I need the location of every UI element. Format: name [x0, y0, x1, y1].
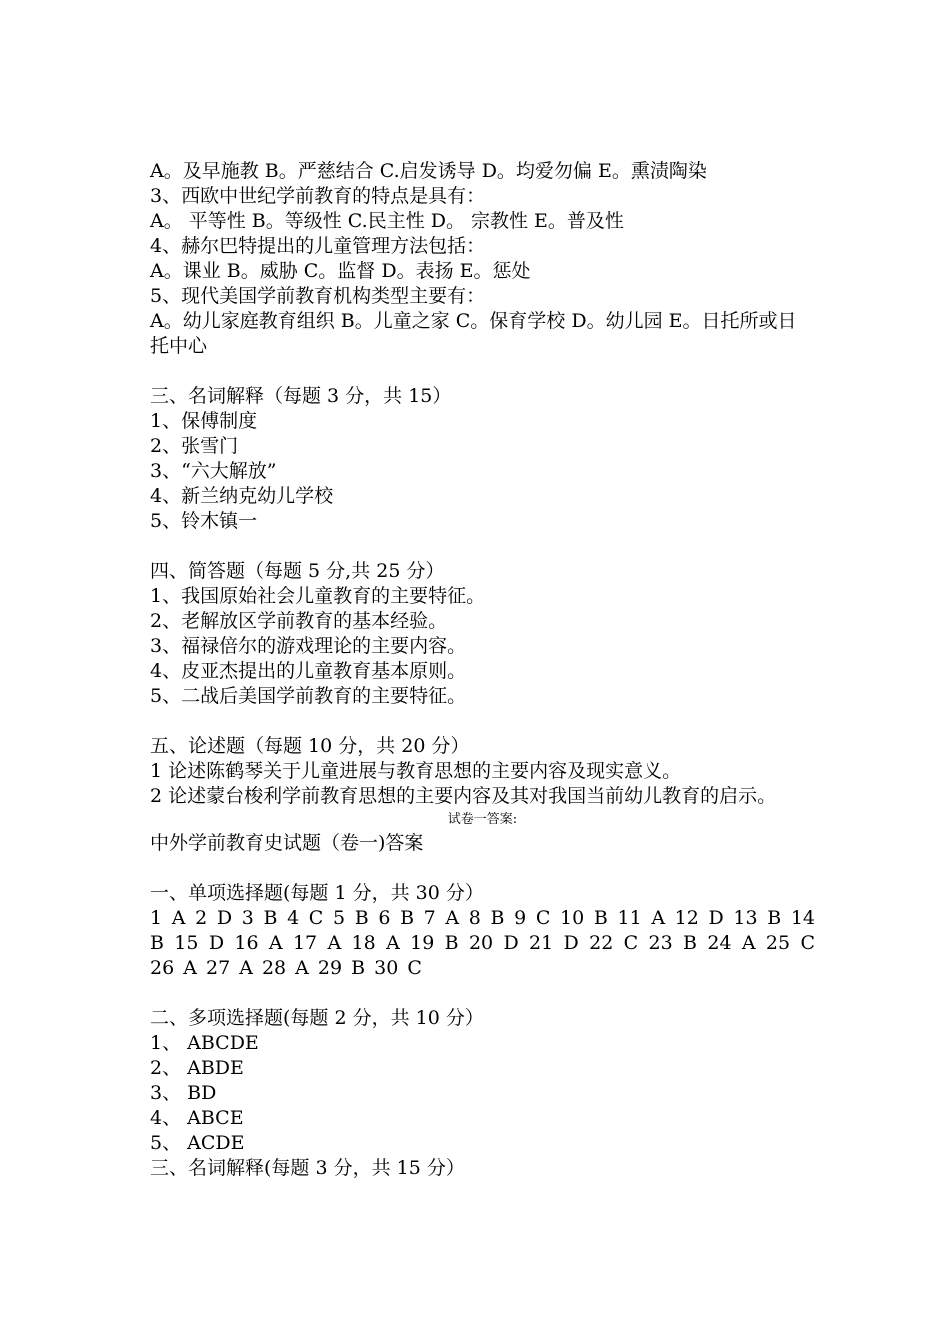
q4-stem: 4、赫尔巴特提出的儿童管理方法包括： [150, 235, 486, 257]
multi-answer-item: 1、 ABCDE [150, 1032, 259, 1054]
term-item: 2、张雪门 [150, 435, 239, 457]
multi-answer-item: 5、 ACDE [150, 1132, 245, 1154]
single-choice-answers: 1 A 2 D 3 B 4 C 5 B 6 B 7 A 8 B 9 C 10 B 11 A 12 D 13 B 14 B 15 D 16 A 17 A 18 A 19 B 20 D 21 D 22 C 23 B 24 A 25 C 26 A 27 A 28 A 29 B 30 C [150, 907, 815, 979]
q3-stem: 3、西欧中世纪学前教育的特点是具有： [150, 185, 486, 207]
spacer [150, 359, 815, 384]
q3-options: A。 平等性 B。等级性 C.民主性 D。 宗教性 E。普及性 [150, 210, 624, 232]
multi-answer-item: 4、 ABCE [150, 1107, 244, 1129]
spacer [150, 856, 815, 881]
essay-item: 2 论述蒙台梭利学前教育思想的主要内容及其对我国当前幼儿教育的启示。 [150, 785, 777, 807]
spacer [150, 981, 815, 1006]
short-answer-item: 2、老解放区学前教育的基本经验。 [150, 610, 448, 632]
multi-answer-item: 3、 BD [150, 1082, 217, 1104]
q4-options: A。课业 B。威胁 C。监督 D。表扬 E。惩处 [150, 260, 531, 282]
multi-choice-heading: 二、多项选择题(每题 2 分，共 10 分） [150, 1007, 484, 1029]
section4-heading: 四、简答题（每题 5 分,共 25 分） [150, 560, 445, 582]
essay-item: 1 论述陈鹤琴关于儿童进展与教育思想的主要内容及现实意义。 [150, 760, 682, 782]
terms-answer-heading: 三、名词解释(每题 3 分，共 15 分） [150, 1157, 465, 1179]
term-item: 1、保傅制度 [150, 410, 258, 432]
section3-heading: 三、名词解释（每题 3 分，共 15） [150, 385, 452, 407]
short-answer-item: 5、二战后美国学前教育的主要特征。 [150, 685, 467, 707]
spacer [150, 709, 815, 734]
term-item: 4、新兰纳克幼儿学校 [150, 485, 334, 507]
answers-caption: 试卷一答案: [447, 812, 518, 827]
section5-heading: 五、论述题（每题 10 分，共 20 分） [150, 735, 470, 757]
short-answer-item: 4、皮亚杰提出的儿童教育基本原则。 [150, 660, 467, 682]
spacer [150, 534, 815, 559]
q5-stem: 5、现代美国学前教育机构类型主要有： [150, 285, 486, 307]
term-item: 3、“六大解放” [150, 460, 277, 482]
single-choice-heading: 一、单项选择题(每题 1 分，共 30 分） [150, 882, 484, 904]
multi-answer-item: 2、 ABDE [150, 1057, 244, 1079]
answers-title: 中外学前教育史试题（卷一)答案 [150, 832, 424, 854]
q2-options: A。及早施教 B。严慈结合 C.启发诱导 D。均爱勿偏 E。熏渍陶染 [150, 160, 707, 182]
short-answer-item: 3、福禄倍尔的游戏理论的主要内容。 [150, 635, 467, 657]
q5-options: A。幼儿家庭教育组织 B。儿童之家 C。保育学校 D。幼儿园 E。日托所或日托中心 [150, 310, 797, 357]
document-page [150, 159, 815, 1181]
short-answer-item: 1、我国原始社会儿童教育的主要特征。 [150, 585, 486, 607]
term-item: 5、铃木镇一 [150, 510, 258, 532]
